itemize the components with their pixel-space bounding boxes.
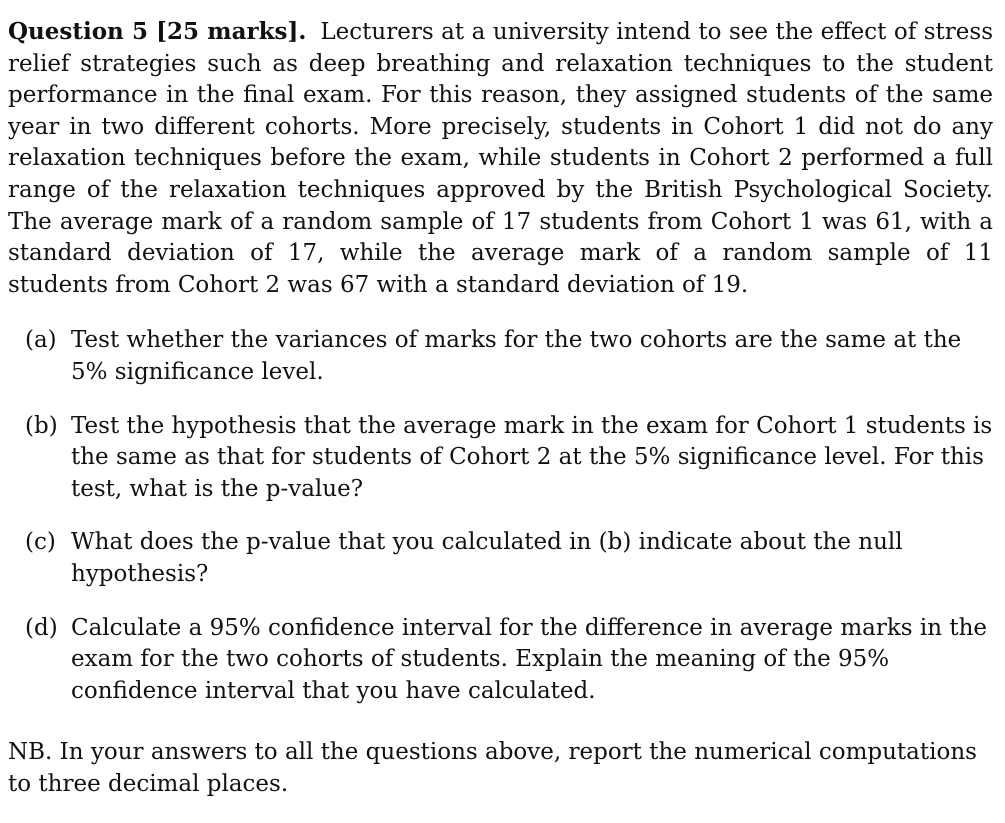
question-intro-paragraph bbox=[8, 16, 993, 301]
question-heading: Question 5 [25 marks]. bbox=[8, 18, 307, 45]
question-part-c bbox=[8, 527, 993, 590]
question-part-d bbox=[8, 613, 993, 708]
part-label: (d) bbox=[25, 614, 58, 641]
part-label: (b) bbox=[25, 412, 58, 439]
question-parts-list bbox=[8, 325, 993, 707]
question-intro-text: Lecturers at a university intend to see the effect of stress relief strategies such as deep breathing and relaxation techniques to the student performance in the final exam. For this reason, they assigned students of the same year in two different cohorts. More precisely, students in Cohort 1 did not do any relaxation techniques before the exam, while students in Cohort 2 performed a full range of the relaxation techniques approved by the British Psychological Society. The average mark of a random sample of 17 students from Cohort 1 was 61, with a standard deviation of 17, while the average mark of a random sample of 11 students from Cohort 2 was 67 with a standard deviation of 19. bbox=[8, 19, 993, 298]
part-text: Calculate a 95% confidence interval for the difference in average marks in the exam for the two cohorts of students. Explain the meaning of the 95% confidence interval that you have calculated. bbox=[71, 614, 988, 704]
part-label: (c) bbox=[25, 529, 56, 556]
part-label: (a) bbox=[25, 327, 57, 354]
question-document bbox=[8, 16, 993, 823]
part-text: Test whether the variances of marks for the two cohorts are the same at the 5% significance level. bbox=[71, 327, 962, 385]
question-part-a bbox=[8, 325, 993, 388]
part-text: Test the hypothesis that the average mark in the exam for Cohort 1 students is the same as that for students of Cohort 2 at the 5% significance level. For this test, what is the p-value? bbox=[71, 412, 993, 502]
part-text: What does the p-value that you calculated in (b) indicate about the null hypothesis? bbox=[71, 529, 903, 587]
note-paragraph: NB. In your answers to all the questions above, report the numerical computations to three decimal places. bbox=[8, 739, 977, 797]
question-part-b bbox=[8, 411, 993, 506]
